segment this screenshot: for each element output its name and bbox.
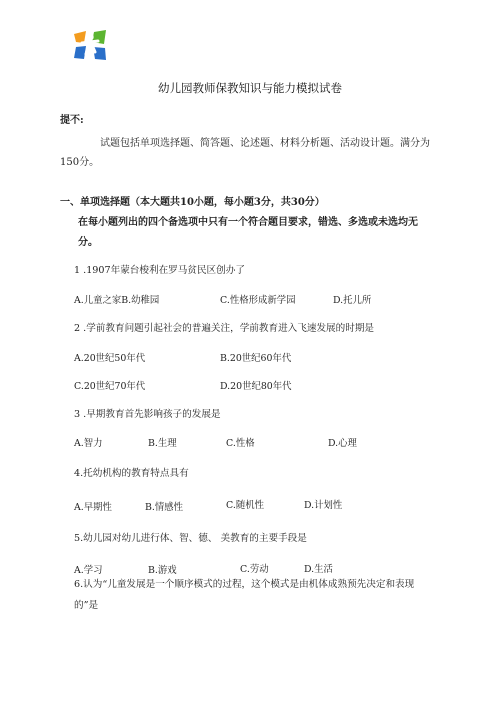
option: C.随机性 <box>226 500 264 511</box>
option: C.劳动 <box>240 564 269 575</box>
option: A.儿童之家B.幼稚园 <box>74 295 160 306</box>
question-stem: 2 .学前教育问题引起社会的普遍关注，学前教育进入飞速发展的时期是 <box>74 323 375 334</box>
option: D.20世纪80年代 <box>220 381 292 392</box>
option: A.智力 <box>74 438 103 449</box>
option: C.性格形成新学园 <box>220 295 296 306</box>
option: B.游戏 <box>148 565 177 576</box>
intro-text: 试题包括单项选择题、简答题、论述题、材料分析题、活动设计题。满分为150分。 <box>60 138 430 168</box>
question-stem-continued: 的”是 <box>74 600 99 611</box>
logo-icon <box>74 30 106 60</box>
page-title: 幼儿园教师保教知识与能力模拟试卷 <box>158 81 342 95</box>
option: C.20世纪70年代 <box>74 381 146 392</box>
option: D.托儿所 <box>333 295 372 306</box>
option: B.生理 <box>148 438 177 449</box>
question-stem: 6.认为“儿童发展是一个顺序模式的过程，这个模式是由机体成熟预先决定和表现 <box>74 579 415 590</box>
section-instruction: 在每小题列出的四个备选项中只有一个符合题目要求，错选、多选或未选均无分。 <box>78 217 418 248</box>
option: A.20世纪50年代 <box>74 353 146 364</box>
option: C.性格 <box>226 438 255 449</box>
section-heading: 一、单项选择题（本大题共10小题，每小题3分，共30分） <box>60 197 325 208</box>
question-stem: 1 .1907年蒙台梭利在罗马贫民区创办了 <box>74 265 245 276</box>
option: D.计划性 <box>304 500 343 511</box>
option: A.学习 <box>74 565 103 576</box>
question-stem: 5.幼儿园对幼儿进行体、智、德、 美教育的主要手段是 <box>74 533 307 544</box>
option: B.情感性 <box>145 502 183 513</box>
question-stem: 4.托幼机构的教育特点具有 <box>74 468 189 479</box>
question-stem: 3 .早期教育首先影响孩子的发展是 <box>74 409 221 420</box>
hint-label: 提不: <box>60 115 84 126</box>
option: D.心理 <box>328 438 357 449</box>
option: D.生活 <box>304 564 333 575</box>
option: A.早期性 <box>74 502 112 513</box>
option: B.20世纪60年代 <box>220 353 292 364</box>
